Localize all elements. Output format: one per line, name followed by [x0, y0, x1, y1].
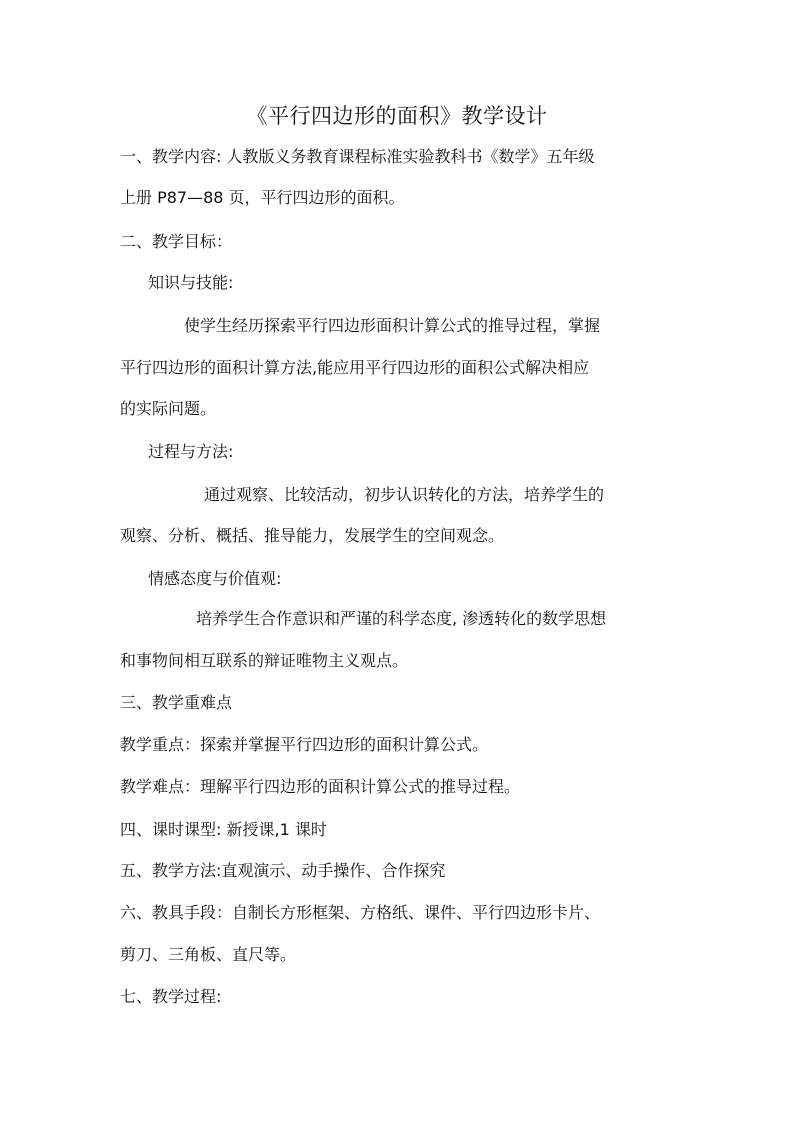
document-title: 《平行四边形的面积》教学设计	[246, 104, 548, 128]
subheading-knowledge-skills: 知识与技能:	[148, 273, 234, 292]
section-heading-key-points: 三、教学重难点	[120, 693, 233, 712]
section-heading-teaching-process: 七、教学过程:	[120, 987, 222, 1006]
content-difficult-point: 教学难点：理解平行四边形的面积计算公式的推导过程。	[120, 777, 521, 796]
content-line-6: 平行四边形的面积计算方法,能应用平行四边形的面积公式解决相应	[120, 358, 590, 377]
content-line-9: 通过观察、比较活动，初步认识转化的方法，培养学生的	[204, 485, 605, 504]
section-heading-lesson-type: 四、课时课型: 新授课,1 课时	[120, 820, 327, 839]
content-key-point: 教学重点：探索并掌握平行四边形的面积计算公式。	[120, 735, 489, 754]
content-line-10: 观察、分析、概括、推导能力，发展学生的空间观念。	[120, 526, 505, 545]
content-line-12: 培养学生合作意识和严谨的科学态度, 渗透转化的数学思想	[196, 609, 607, 628]
content-line-13: 和事物间相互联系的辩证唯物主义观点。	[120, 651, 409, 670]
section-heading-teaching-aids: 六、教具手段：自制长方形框架、方格纸、课件、平行四边形卡片、	[120, 903, 601, 922]
content-line-7: 的实际问题。	[120, 399, 217, 418]
content-line-20: 剪刀、三角板、直尺等。	[120, 945, 297, 964]
section-heading-goals: 二、教学目标：	[120, 232, 233, 251]
content-line-5: 使学生经历探索平行四边形面积计算公式的推导过程，掌握	[184, 316, 601, 335]
subheading-attitude-values: 情感态度与价值观:	[148, 569, 282, 588]
content-line-2: 上册 P87—88 页，平行四边形的面积。	[120, 188, 405, 207]
section-heading-teaching-method: 五、教学方法:直观演示、动手操作、合作探究	[120, 861, 446, 880]
subheading-process-method: 过程与方法:	[148, 442, 234, 461]
content-line-1: 一、教学内容: 人教版义务教育课程标准实验教科书《数学》五年级	[120, 147, 595, 166]
